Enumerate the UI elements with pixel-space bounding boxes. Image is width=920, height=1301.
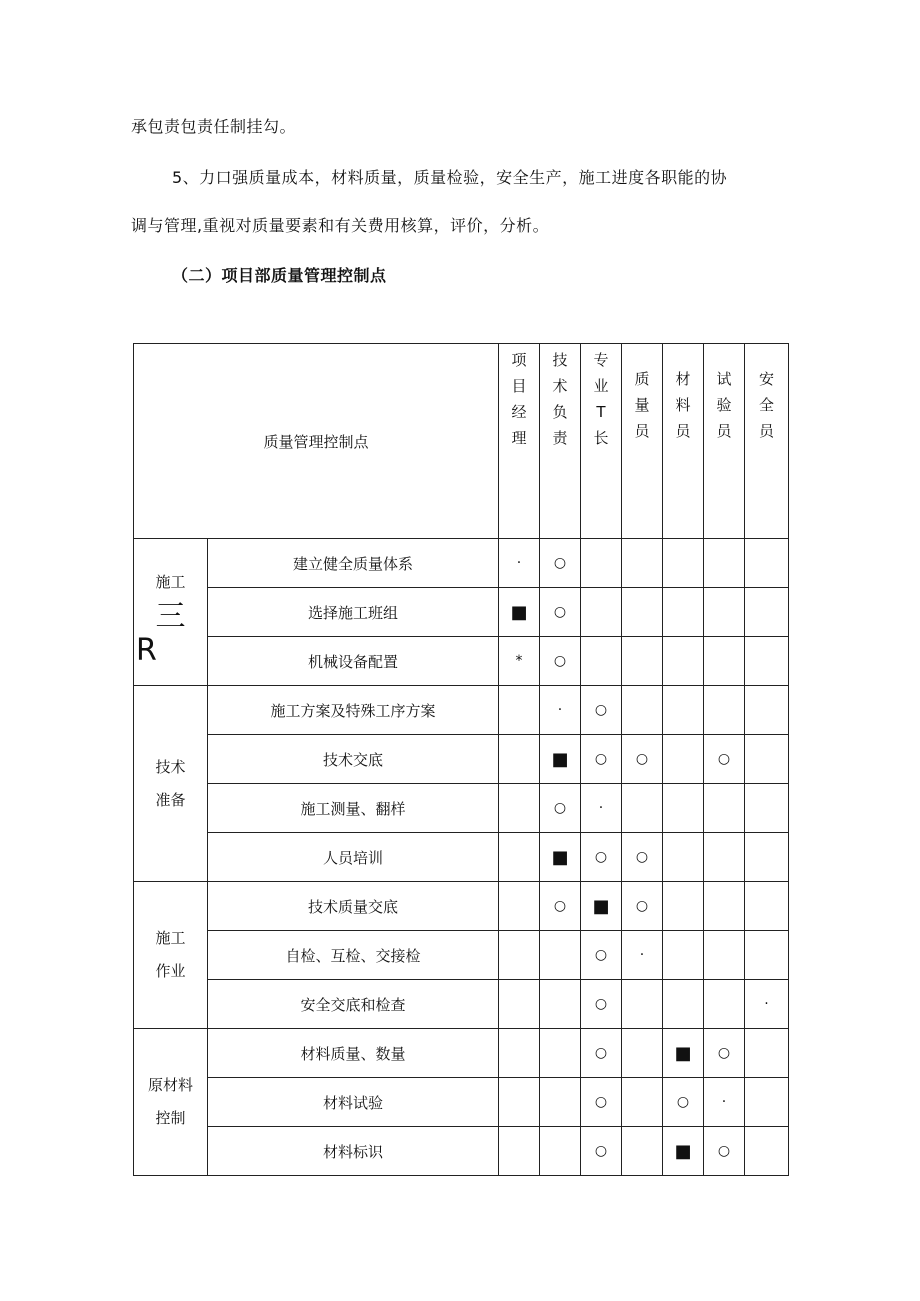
responsibility-mark: ○	[540, 539, 581, 588]
responsibility-mark: ·	[581, 784, 622, 833]
table-row	[134, 1127, 789, 1176]
control-point-item: 材料质量、数量	[208, 1029, 499, 1078]
role-header-char: 材	[675, 370, 691, 388]
table-row	[134, 1078, 789, 1127]
role-header-char: 目	[511, 377, 527, 395]
role-header	[622, 344, 663, 539]
paragraph-3: 调与管理,重视对质量要素和有关费用核算，评价，分析。	[131, 216, 550, 235]
responsibility-mark	[622, 539, 663, 588]
responsibility-mark	[745, 882, 789, 931]
category-label: 控制	[155, 1109, 186, 1127]
role-header-char: 业	[593, 377, 609, 395]
responsibility-mark: ·	[704, 1078, 745, 1127]
control-point-item: 人员培训	[208, 833, 499, 882]
responsibility-mark: *	[499, 637, 540, 686]
table-row	[134, 931, 789, 980]
responsibility-mark: ·	[745, 980, 789, 1029]
responsibility-mark: ■	[663, 1029, 704, 1078]
responsibility-mark: ○	[581, 1127, 622, 1176]
responsibility-mark	[540, 1078, 581, 1127]
responsibility-mark	[499, 1078, 540, 1127]
responsibility-mark	[622, 1029, 663, 1078]
paragraph-1: 承包责包责任制挂勾。	[131, 117, 297, 136]
responsibility-mark	[663, 588, 704, 637]
paragraph-2: 5、力口强质量成本，材料质量，质量检验，安全生产，施工进度各职能的协	[172, 168, 728, 187]
responsibility-mark	[704, 637, 745, 686]
category-cell	[134, 1029, 208, 1176]
role-header	[663, 344, 704, 539]
role-header-char: 量	[634, 396, 650, 414]
role-header-char: 理	[511, 429, 527, 447]
responsibility-mark: ○	[622, 735, 663, 784]
header-title: 质量管理控制点	[134, 344, 499, 539]
control-point-item: 材料标识	[208, 1127, 499, 1176]
responsibility-mark	[499, 735, 540, 784]
role-header-char: 全	[759, 396, 775, 414]
responsibility-mark: ○	[540, 882, 581, 931]
control-point-item: 自检、互检、交接检	[208, 931, 499, 980]
responsibility-mark: ○	[581, 735, 622, 784]
quality-control-table	[133, 343, 789, 1176]
responsibility-mark: ○	[622, 833, 663, 882]
responsibility-mark: ○	[581, 686, 622, 735]
role-header-char: 术	[552, 377, 568, 395]
responsibility-mark: ○	[622, 882, 663, 931]
responsibility-mark	[745, 539, 789, 588]
responsibility-mark	[704, 784, 745, 833]
responsibility-mark: ·	[622, 931, 663, 980]
table-row	[134, 686, 789, 735]
responsibility-mark: ■	[663, 1127, 704, 1176]
responsibility-mark: ·	[540, 686, 581, 735]
responsibility-mark	[622, 1127, 663, 1176]
responsibility-mark	[745, 784, 789, 833]
control-point-item: 选择施工班组	[208, 588, 499, 637]
control-point-item: 技术交底	[208, 735, 499, 784]
responsibility-mark	[499, 686, 540, 735]
control-point-item: 建立健全质量体系	[208, 539, 499, 588]
table-row	[134, 784, 789, 833]
role-header	[540, 344, 581, 539]
control-point-item: 材料试验	[208, 1078, 499, 1127]
responsibility-mark	[581, 539, 622, 588]
table-row	[134, 588, 789, 637]
responsibility-mark: ■	[540, 735, 581, 784]
responsibility-mark	[745, 1078, 789, 1127]
responsibility-mark	[745, 735, 789, 784]
role-header-char: 员	[759, 422, 775, 440]
responsibility-mark	[663, 539, 704, 588]
responsibility-mark	[499, 980, 540, 1029]
table-header-row	[134, 344, 789, 539]
role-header	[704, 344, 745, 539]
role-header-char: 试	[716, 370, 732, 388]
role-header-char: 技	[552, 351, 568, 369]
control-point-item: 安全交底和检查	[208, 980, 499, 1029]
role-header-char: T	[596, 403, 606, 421]
category-label: 准备	[155, 790, 186, 809]
responsibility-mark	[704, 686, 745, 735]
responsibility-mark	[499, 784, 540, 833]
responsibility-mark	[704, 588, 745, 637]
responsibility-mark	[499, 882, 540, 931]
role-header-char: 质	[634, 370, 650, 388]
responsibility-mark: ○	[540, 784, 581, 833]
responsibility-mark	[704, 931, 745, 980]
role-header-char: 项	[511, 351, 527, 369]
responsibility-mark: ■	[540, 833, 581, 882]
responsibility-mark: ·	[499, 539, 540, 588]
table-row	[134, 735, 789, 784]
category-label: 作业	[155, 962, 186, 980]
responsibility-mark	[745, 588, 789, 637]
table-row	[134, 637, 789, 686]
category-label: 三	[155, 598, 186, 634]
control-point-item: 技术质量交底	[208, 882, 499, 931]
responsibility-mark	[663, 735, 704, 784]
category-label: R	[136, 632, 157, 668]
responsibility-mark	[540, 931, 581, 980]
responsibility-mark	[745, 931, 789, 980]
responsibility-mark: ■	[499, 588, 540, 637]
responsibility-mark: ○	[581, 1029, 622, 1078]
role-header-char: 安	[759, 370, 775, 388]
responsibility-mark	[540, 980, 581, 1029]
responsibility-mark	[745, 833, 789, 882]
category-cell	[134, 686, 208, 882]
category-cell	[134, 539, 208, 686]
responsibility-mark	[663, 637, 704, 686]
responsibility-mark	[581, 637, 622, 686]
responsibility-mark	[745, 637, 789, 686]
responsibility-mark	[540, 1029, 581, 1078]
responsibility-mark	[704, 833, 745, 882]
responsibility-mark: ○	[704, 1029, 745, 1078]
responsibility-mark	[704, 882, 745, 931]
table-row	[134, 1029, 789, 1078]
role-header-char: 责	[552, 429, 568, 447]
control-point-item: 机械设备配置	[208, 637, 499, 686]
category-cell	[134, 882, 208, 1029]
responsibility-mark	[622, 1078, 663, 1127]
responsibility-mark: ○	[663, 1078, 704, 1127]
responsibility-mark	[745, 686, 789, 735]
control-point-item: 施工方案及特殊工序方案	[208, 686, 499, 735]
category-label: 原材料	[147, 1076, 193, 1094]
responsibility-mark	[704, 539, 745, 588]
responsibility-mark	[499, 931, 540, 980]
control-point-item: 施工测量、翻样	[208, 784, 499, 833]
responsibility-mark	[745, 1127, 789, 1176]
role-header	[499, 344, 540, 539]
category-label: 施工	[155, 572, 186, 591]
role-header-char: 负	[552, 403, 568, 421]
table-row	[134, 980, 789, 1029]
responsibility-mark	[499, 1127, 540, 1176]
role-header-char: 员	[716, 422, 732, 440]
section-heading: （二）项目部质量管理控制点	[172, 266, 387, 285]
responsibility-mark	[663, 784, 704, 833]
responsibility-mark	[663, 980, 704, 1029]
table-row	[134, 882, 789, 931]
role-header-char: 长	[593, 429, 609, 447]
responsibility-mark	[622, 784, 663, 833]
responsibility-mark	[540, 1127, 581, 1176]
role-header-char: 料	[675, 396, 691, 414]
responsibility-mark: ■	[581, 882, 622, 931]
responsibility-mark	[622, 980, 663, 1029]
responsibility-mark	[663, 833, 704, 882]
role-header-char: 员	[634, 422, 650, 440]
responsibility-mark	[581, 588, 622, 637]
responsibility-mark: ○	[540, 588, 581, 637]
responsibility-mark: ○	[704, 1127, 745, 1176]
responsibility-mark	[745, 1029, 789, 1078]
role-header-char: 经	[511, 403, 527, 421]
responsibility-mark: ○	[581, 1078, 622, 1127]
role-header-char: 专	[593, 351, 609, 369]
responsibility-mark: ○	[540, 637, 581, 686]
responsibility-mark: ○	[704, 735, 745, 784]
category-label: 技术	[155, 757, 186, 776]
role-header	[745, 344, 789, 539]
responsibility-mark	[499, 1029, 540, 1078]
responsibility-mark	[704, 980, 745, 1029]
responsibility-mark: ○	[581, 980, 622, 1029]
responsibility-mark	[663, 882, 704, 931]
responsibility-mark: ○	[581, 833, 622, 882]
role-header-char: 员	[675, 422, 691, 440]
table-row	[134, 539, 789, 588]
role-header-char: 验	[716, 396, 732, 414]
role-header	[581, 344, 622, 539]
table-row	[134, 833, 789, 882]
responsibility-mark	[622, 686, 663, 735]
responsibility-mark	[663, 686, 704, 735]
responsibility-mark	[622, 588, 663, 637]
responsibility-mark	[663, 931, 704, 980]
responsibility-mark	[622, 637, 663, 686]
responsibility-mark	[499, 833, 540, 882]
category-label: 施工	[155, 929, 186, 947]
responsibility-mark: ○	[581, 931, 622, 980]
